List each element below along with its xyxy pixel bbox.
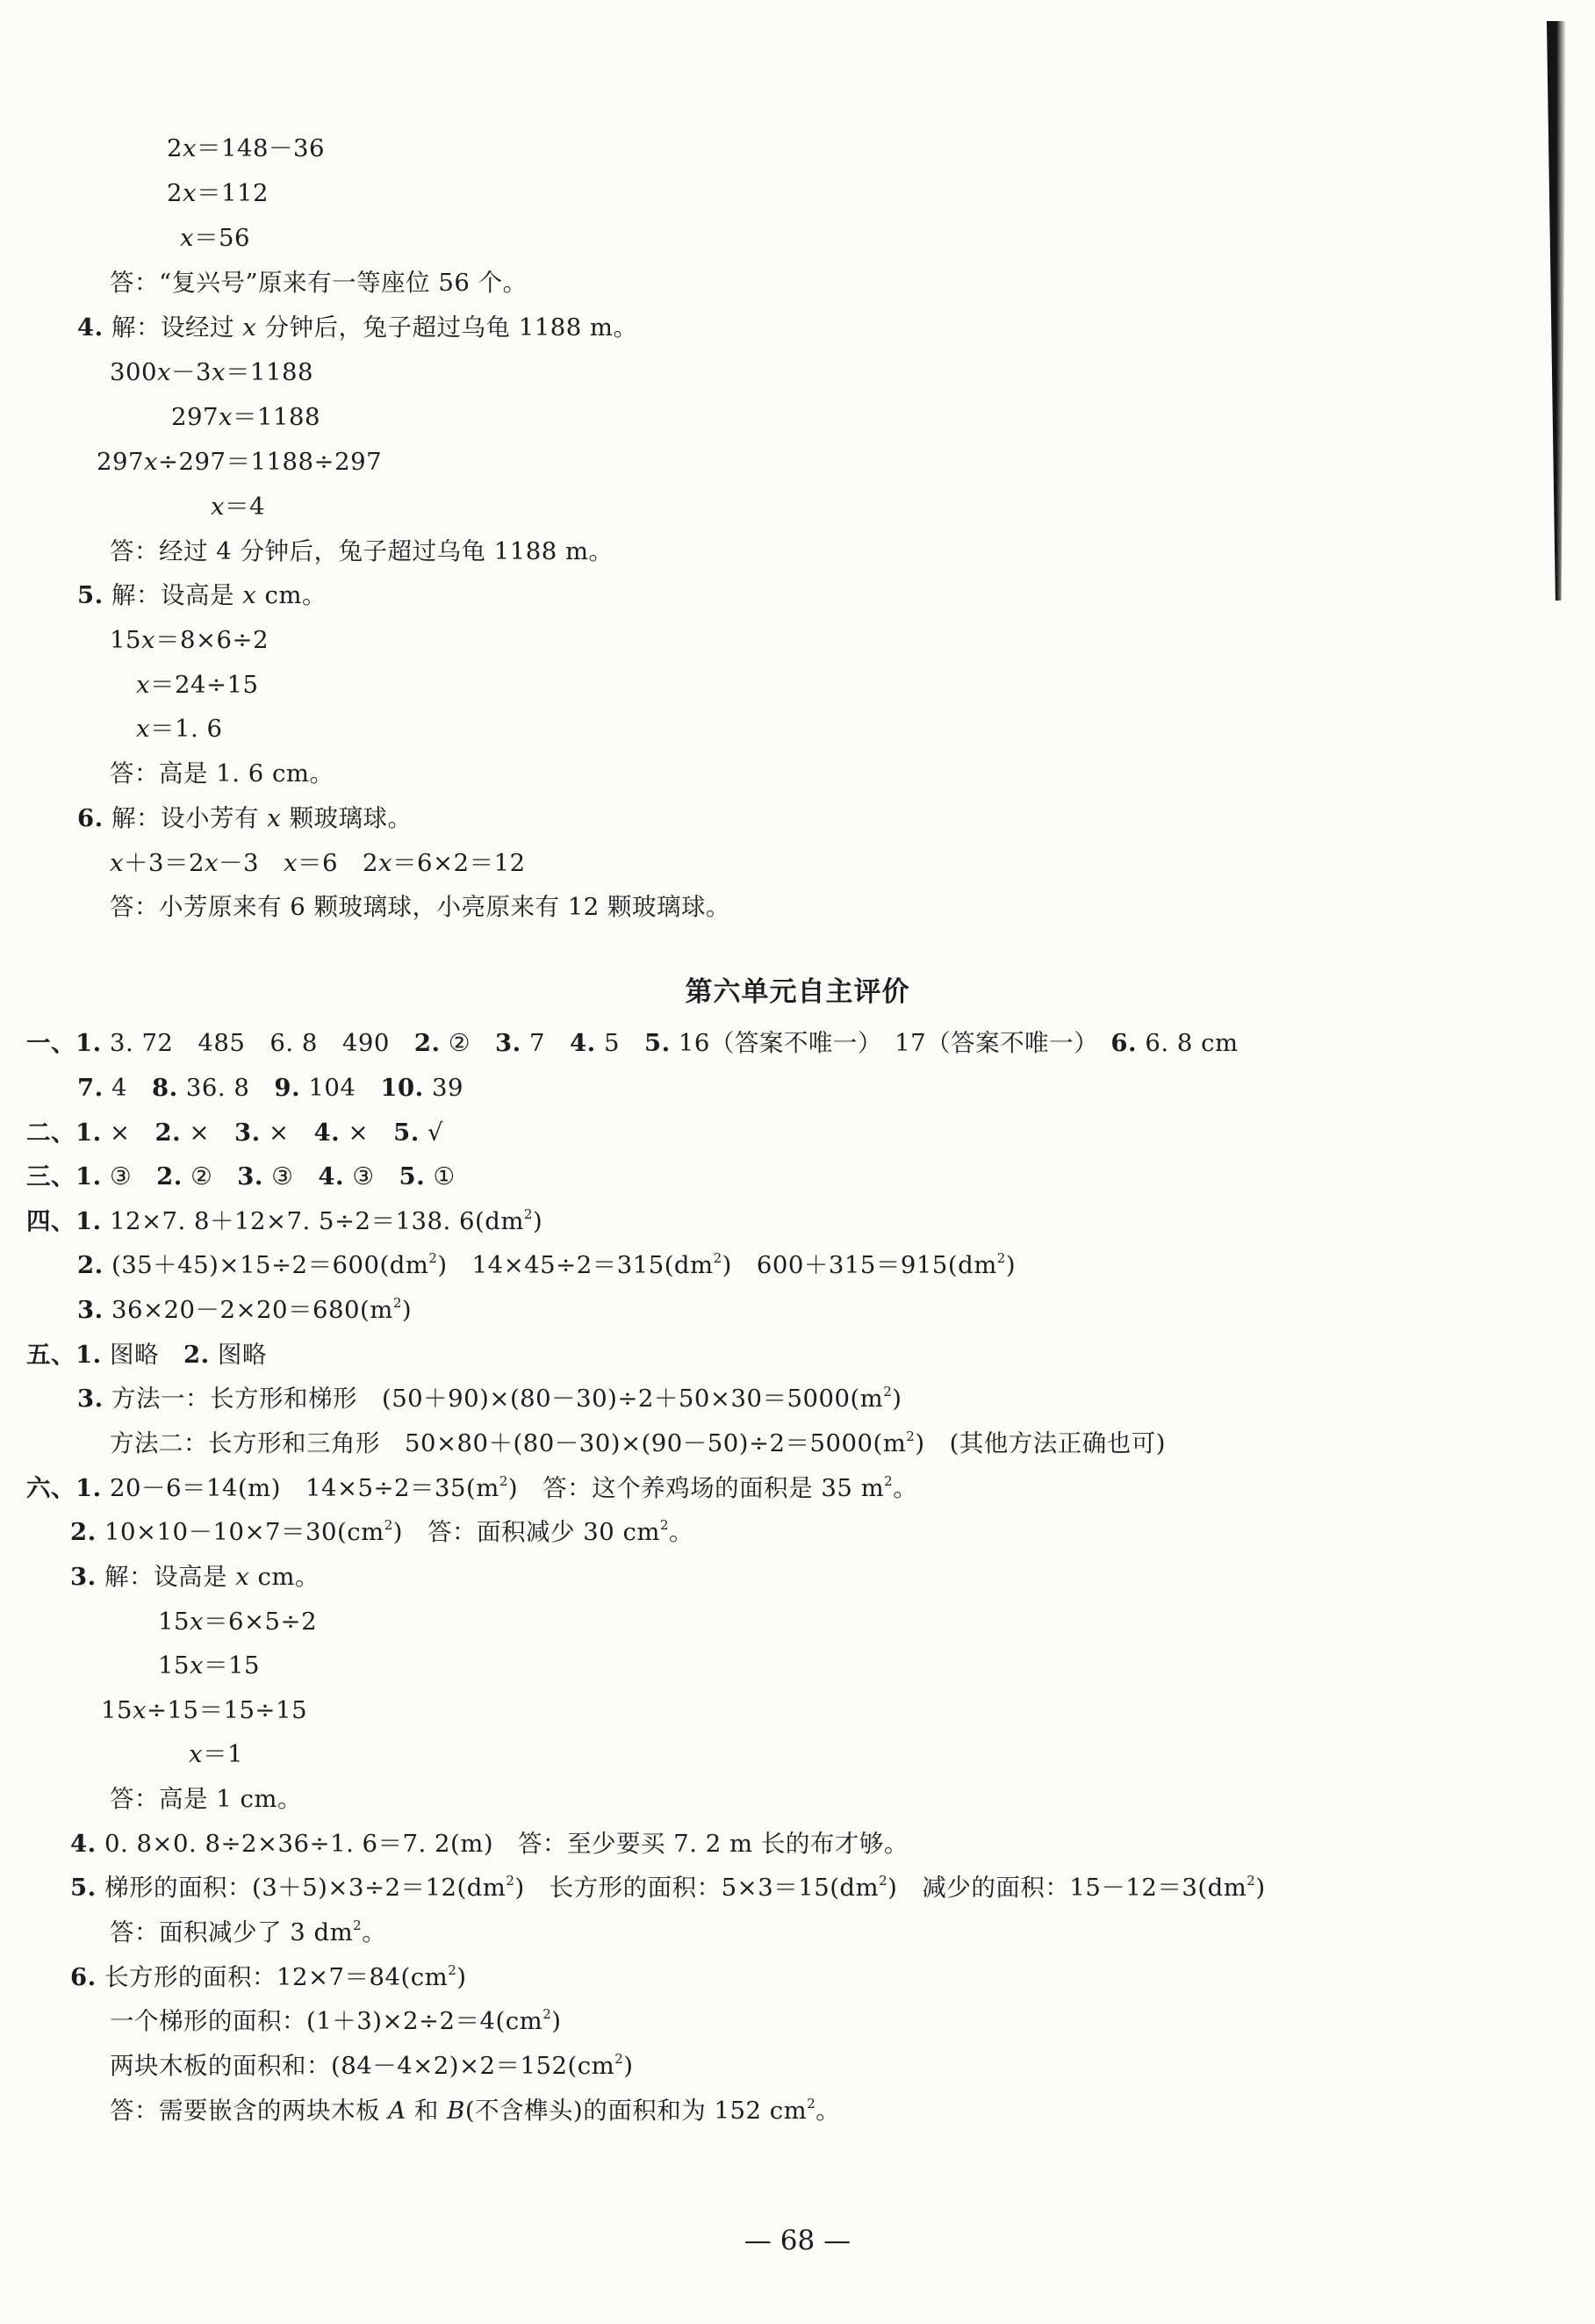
text-segment: x — [133, 1696, 147, 1724]
text-segment: x — [205, 849, 219, 877]
text-segment: 2 — [392, 1295, 402, 1311]
text-segment: 9. — [274, 1074, 301, 1102]
text-line — [26, 1028, 1239, 1058]
text-segment: 104 — [300, 1074, 381, 1102]
text-segment: 7. — [77, 1074, 104, 1102]
text-segment: ) — [1255, 1874, 1266, 1902]
text-segment: ) 答：面积减少 30 cm — [392, 1518, 660, 1546]
text-segment: 4 — [103, 1074, 152, 1102]
text-segment: 2 — [1247, 1873, 1256, 1889]
text-segment: ＝6 2 — [298, 849, 379, 877]
text-segment: ) 答：这个养鸡场的面积是 35 m — [507, 1474, 885, 1502]
text-segment: 36×20－2×20＝680(m — [103, 1296, 393, 1324]
text-line — [70, 1962, 466, 1992]
text-line — [110, 536, 614, 566]
text-segment: 12×7. 8＋12×7. 5÷2＝138. 6(dm — [101, 1207, 524, 1235]
text-segment: x — [136, 671, 151, 699]
text-line — [110, 2096, 840, 2126]
text-segment: × — [260, 1119, 314, 1147]
text-segment: 3. — [495, 1029, 521, 1057]
text-segment: B — [447, 2097, 465, 2125]
text-segment: x — [180, 224, 195, 252]
text-segment: 答：高是 1. 6 cm。 — [110, 759, 334, 788]
text-line — [77, 1295, 412, 1325]
text-segment: ÷15＝15÷15 — [147, 1696, 308, 1724]
text-segment: 长方形的面积：12×7＝84(cm — [96, 1963, 449, 1991]
text-line — [167, 133, 325, 163]
text-segment: 3. — [70, 1563, 97, 1591]
text-segment: × — [340, 1119, 394, 1147]
text-segment: ＝6×2＝12 — [392, 849, 526, 877]
text-segment: ＝4 — [225, 493, 266, 521]
text-segment: 2 — [884, 1473, 894, 1489]
text-segment: ＝1. 6 — [150, 715, 223, 743]
text-segment: 6. — [77, 804, 104, 832]
text-line — [158, 1607, 317, 1637]
text-segment: 5 — [595, 1029, 644, 1057]
text-segment: ) — [623, 2052, 634, 2080]
text-segment: (不含榫头)的面积和为 152 cm — [464, 2097, 808, 2125]
text-line — [136, 714, 223, 744]
text-segment: ) — [1005, 1251, 1017, 1279]
text-segment: 5. — [70, 1874, 97, 1902]
text-segment: 2 — [167, 134, 183, 162]
text-segment: 和 — [406, 2097, 448, 2125]
text-segment: 4. — [569, 1029, 596, 1057]
text-segment: ② — [182, 1162, 238, 1191]
text-segment: x — [157, 358, 172, 386]
text-line — [171, 402, 320, 432]
text-segment: 五、1. — [26, 1341, 102, 1369]
text-line — [70, 1517, 693, 1547]
text-segment: 6. 8 cm — [1137, 1029, 1239, 1057]
text-line — [77, 313, 638, 342]
text-line — [26, 1206, 542, 1236]
text-segment: 方法一：长方形和梯形 (50＋90)×(80－30)÷2＋50×30＝5000(m — [103, 1385, 884, 1413]
text-line — [211, 492, 265, 522]
text-segment: x — [235, 1563, 250, 1591]
text-segment: 5. — [399, 1162, 426, 1191]
text-segment: 5. — [393, 1119, 420, 1147]
text-line — [77, 803, 412, 833]
text-segment: 颗玻璃球。 — [281, 804, 413, 832]
text-segment: 2 — [906, 1428, 916, 1444]
text-segment: 2 — [713, 1250, 722, 1266]
text-segment: 297 — [97, 448, 144, 476]
text-segment: ) 减少的面积：15－12＝3(dm — [887, 1874, 1247, 1902]
text-segment: ① — [425, 1162, 456, 1191]
text-segment: 2 — [506, 1873, 515, 1889]
text-segment: x — [211, 493, 226, 521]
text-segment: 。 — [893, 1474, 918, 1502]
text-segment: 三、1. — [26, 1162, 102, 1191]
text-segment: ＝15 — [204, 1651, 261, 1680]
text-segment: (35＋45)×15÷2＝600(dm — [103, 1251, 429, 1279]
text-segment: 2 — [448, 1962, 457, 1978]
text-segment: 297 — [171, 403, 219, 431]
text-segment: ＝112 — [197, 179, 269, 207]
text-line — [110, 848, 526, 878]
text-segment: ÷297＝1188÷297 — [158, 448, 383, 476]
text-segment: 2. — [154, 1119, 182, 1147]
text-segment: × — [101, 1119, 155, 1147]
text-line — [26, 1118, 443, 1148]
text-line — [110, 357, 313, 387]
text-segment: 15 — [158, 1651, 190, 1680]
text-segment: ) — [401, 1296, 413, 1324]
text-line — [110, 892, 730, 922]
text-segment: 5. — [77, 581, 104, 609]
text-segment: 4. — [313, 1119, 341, 1147]
text-segment: 0. 8×0. 8÷2×36÷1. 6＝7. 2(m) 答：至少要买 7. 2 m 长的布才够。 — [96, 1830, 909, 1858]
text-segment: 2 — [659, 1517, 669, 1533]
text-segment: 图略 — [101, 1341, 183, 1369]
text-segment: 解：设高是 — [103, 581, 243, 609]
text-segment: A — [388, 2097, 406, 2125]
text-segment: 15 — [110, 626, 141, 654]
text-segment: x — [110, 849, 125, 877]
text-segment: ) — [551, 2007, 562, 2035]
text-segment: 答：小芳原来有 6 颗玻璃球，小亮原来有 12 颗玻璃球。 — [110, 893, 730, 921]
text-segment: 二、1. — [26, 1119, 102, 1147]
text-segment: x — [183, 179, 198, 207]
text-segment: 2 — [883, 1384, 893, 1399]
text-segment: 。 — [362, 1918, 387, 1946]
text-segment: 2 — [523, 1206, 533, 1222]
text-segment: ＝6×5÷2 — [204, 1608, 318, 1636]
text-segment: 3. — [237, 1162, 263, 1191]
text-segment: 16（答案不唯一） 17（答案不唯一） — [670, 1029, 1111, 1057]
text-line — [110, 1917, 386, 1947]
text-segment: 4. — [318, 1162, 345, 1191]
text-segment: ＝56 — [194, 224, 251, 252]
text-segment: x — [190, 1651, 205, 1680]
text-line — [70, 1829, 909, 1859]
text-segment: 2. — [156, 1162, 183, 1191]
text-segment: 2 — [428, 1250, 438, 1266]
text-segment: ) 600＋315＝915(dm — [722, 1251, 997, 1279]
text-segment: 2 — [384, 1517, 393, 1533]
text-line — [110, 1784, 302, 1814]
text-segment: √ — [419, 1119, 444, 1147]
text-segment: 3. — [77, 1296, 104, 1324]
text-line — [158, 1651, 260, 1680]
text-segment: 2. — [70, 1518, 97, 1546]
text-segment: ) 14×45÷2＝315(dm — [437, 1251, 714, 1279]
text-segment: x — [242, 581, 257, 609]
section-title: 第六单元自主评价 — [685, 976, 910, 1008]
text-segment: 2 — [499, 1473, 508, 1489]
text-line — [70, 1562, 320, 1592]
text-segment: 15 — [158, 1608, 190, 1636]
text-segment: 2 — [879, 1873, 888, 1889]
text-segment: 39 — [423, 1074, 463, 1102]
text-segment: 答：面积减少了 3 dm — [110, 1918, 354, 1946]
text-segment: 5. — [643, 1029, 671, 1057]
text-segment: ) 长方形的面积：5×3＝15(dm — [514, 1874, 880, 1902]
text-segment: x — [144, 448, 159, 476]
text-line — [110, 268, 528, 298]
text-segment: 2 — [996, 1250, 1006, 1266]
text-segment: ) — [456, 1963, 467, 1991]
text-segment: 6. — [1110, 1029, 1138, 1057]
text-line — [77, 1073, 463, 1103]
text-segment: x — [378, 849, 393, 877]
text-segment: x — [136, 715, 151, 743]
text-segment: 解：设高是 — [96, 1563, 236, 1591]
text-segment: 答：“复兴号”原来有一等座位 56 个。 — [110, 269, 528, 297]
text-segment: 。 — [669, 1518, 693, 1546]
text-line — [167, 178, 269, 208]
text-line — [26, 1340, 267, 1370]
text-segment: ) (其他方法正确也可) — [915, 1429, 1167, 1457]
text-segment: x — [284, 849, 298, 877]
text-line — [101, 1695, 307, 1725]
text-segment: 2 — [542, 2006, 552, 2022]
text-segment: ③ — [262, 1162, 319, 1191]
text-segment: x — [212, 358, 226, 386]
text-segment: 解：设经过 — [103, 313, 243, 342]
text-segment: ) — [892, 1385, 902, 1413]
text-segment: x — [242, 313, 257, 342]
text-segment: 2. — [183, 1341, 210, 1369]
text-segment: 300 — [110, 358, 157, 386]
text-line — [77, 580, 327, 610]
text-segment: 20－6＝14(m) 14×5÷2＝35(m — [101, 1474, 499, 1502]
text-segment: 两块木板的面积和：(84－4×2)×2＝152(cm — [110, 2052, 615, 2080]
text-line — [136, 670, 259, 700]
text-segment: 一个梯形的面积：(1＋3)×2÷2＝4(cm — [110, 2007, 543, 2035]
text-segment: 6. — [70, 1963, 97, 1991]
text-segment: 方法二：长方形和三角形 50×80＋(80－30)×(90－50)÷2＝5000(m — [110, 1429, 907, 1457]
text-segment: × — [181, 1119, 235, 1147]
text-segment: x — [189, 1740, 204, 1768]
text-line — [189, 1739, 243, 1769]
page-number: — 68 — — [744, 2225, 851, 2256]
text-line — [70, 1873, 1266, 1903]
text-segment: 4. — [77, 313, 104, 342]
text-segment: x — [183, 134, 198, 162]
text-segment: ② — [440, 1029, 496, 1057]
text-segment: ③ — [101, 1162, 157, 1191]
text-segment: 8. — [151, 1074, 178, 1102]
text-segment: ＝1 — [203, 1740, 244, 1768]
text-segment: 2 — [353, 1917, 363, 1933]
text-segment: 2. — [413, 1029, 441, 1057]
text-segment: cm。 — [249, 1563, 320, 1591]
text-line — [26, 1473, 917, 1503]
text-segment: ＝24÷15 — [150, 671, 259, 699]
text-segment: 四、1. — [26, 1207, 102, 1235]
text-segment: 图略 — [209, 1341, 267, 1369]
text-segment: ＝8×6÷2 — [155, 626, 269, 654]
text-segment: 解：设小芳有 — [103, 804, 268, 832]
text-segment: 3. — [77, 1385, 104, 1413]
text-line — [110, 625, 269, 655]
text-line — [97, 447, 382, 477]
text-segment: ＋3＝2 — [124, 849, 205, 877]
text-segment: 15 — [101, 1696, 133, 1724]
text-segment: 分钟后，兔子超过乌龟 1188 m。 — [256, 313, 638, 342]
text-segment: ＝1188 — [226, 358, 314, 386]
text-segment: 答：需要嵌含的两块木板 — [110, 2097, 389, 2125]
text-line — [110, 1428, 1166, 1458]
text-segment: x — [219, 403, 234, 431]
text-segment: 10. — [380, 1074, 424, 1102]
text-line — [77, 1250, 1016, 1280]
text-segment: 4. — [70, 1830, 97, 1858]
text-segment: x — [141, 626, 156, 654]
text-line — [110, 2051, 634, 2081]
text-line — [180, 223, 250, 253]
text-segment: x — [190, 1608, 205, 1636]
text-segment: 10×10－10×7＝30(cm — [96, 1518, 384, 1546]
text-line — [110, 2006, 562, 2036]
scan-edge-mark — [1547, 21, 1566, 601]
text-segment: ＝1188 — [233, 403, 321, 431]
text-segment: 36. 8 — [177, 1074, 275, 1102]
text-segment: 2 — [807, 2096, 816, 2112]
text-segment: －3 — [219, 849, 284, 877]
text-segment: 7 — [521, 1029, 570, 1057]
text-segment: 梯形的面积：(3＋5)×3÷2＝12(dm — [96, 1874, 507, 1902]
text-segment: 六、1. — [26, 1474, 102, 1502]
text-segment: ＝148－36 — [197, 134, 325, 162]
text-segment: x — [267, 804, 282, 832]
text-line — [26, 1162, 456, 1191]
text-segment: 2. — [77, 1251, 104, 1279]
text-segment: 2 — [614, 2051, 624, 2067]
text-segment: 3. — [234, 1119, 261, 1147]
text-segment: cm。 — [256, 581, 327, 609]
text-segment: 。 — [815, 2097, 841, 2125]
text-segment: －3 — [171, 358, 212, 386]
text-segment: 答：高是 1 cm。 — [110, 1785, 302, 1813]
text-segment: 2 — [167, 179, 183, 207]
text-segment: ③ — [344, 1162, 399, 1191]
text-line — [77, 1384, 902, 1414]
text-line — [110, 759, 334, 788]
text-segment: 3. 72 485 6. 8 490 — [101, 1029, 414, 1057]
text-segment: 答：经过 4 分钟后，兔子超过乌龟 1188 m。 — [110, 537, 614, 565]
text-segment: ) — [532, 1207, 543, 1235]
text-segment: 一、1. — [26, 1029, 102, 1057]
